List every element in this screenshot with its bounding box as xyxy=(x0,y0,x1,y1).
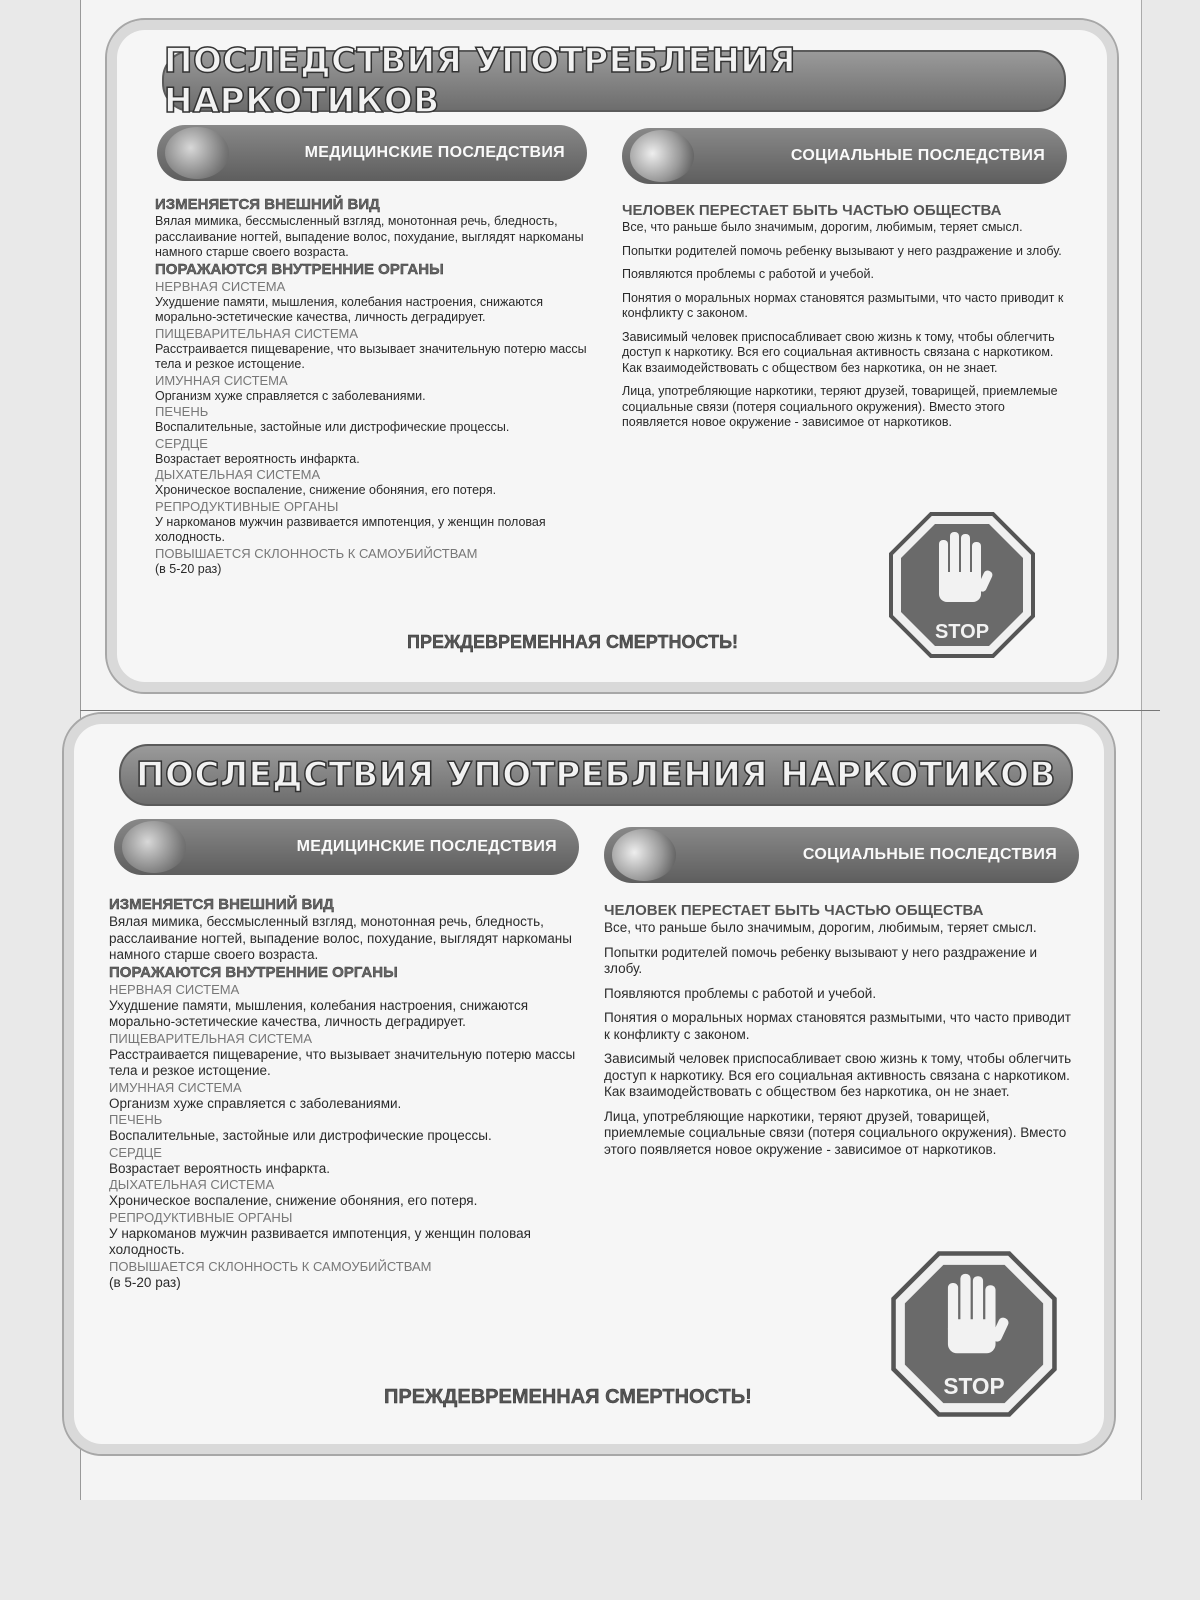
people-icon xyxy=(612,829,676,881)
stop-sign-icon xyxy=(887,510,1037,660)
final-statement: ПРЕЖДЕВРЕМЕННАЯ СМЕРТНОСТЬ! xyxy=(407,632,738,652)
stop-label: STOP xyxy=(943,1373,1005,1400)
system-text: Возрастает вероятность инфаркта. xyxy=(155,451,360,466)
poster-title: ПОСЛЕДСТВИЯ УПОТРЕБЛЕНИЯ НАРКОТИКОВ xyxy=(136,755,1056,795)
stop-label: STOP xyxy=(934,621,990,643)
social-paragraph: Понятия о моральных нормах становятся размытыми, что часто приводит к конфликту с законом. xyxy=(604,1010,1071,1042)
system-name: ПЕЧЕНЬ xyxy=(155,404,209,419)
social-paragraph: Все, что раньше было значимым, дорогим, любимым, теряет смысл. xyxy=(604,920,1037,935)
system-text: Воспалительные, застойные или дистрофические процессы. xyxy=(109,1128,492,1143)
social-banner xyxy=(604,827,1079,883)
poster-title-banner xyxy=(119,744,1073,806)
social-paragraph: Все, что раньше было значимым, дорогим, любимым, теряет смысл. xyxy=(622,220,1023,234)
medical-column xyxy=(155,196,605,577)
system-name: СЕРДЦЕ xyxy=(109,1144,162,1160)
system-name: ПЕЧЕНЬ xyxy=(109,1112,163,1127)
appearance-heading: ИЗМЕНЯЕТСЯ ВНЕШНИЙ ВИД xyxy=(109,896,334,913)
appearance-text: Вялая мимика, бессмысленный взгляд, монотонная речь, бледность, расслаивание ногтей, выпадение волос, похудание, выглядят наркоманы намного старше своего возраста. xyxy=(155,214,584,259)
medical-title: МЕДИЦИНСКИЕ ПОСЛЕДСТВИЯ xyxy=(304,144,565,161)
stop-sign-icon xyxy=(889,1249,1059,1419)
social-paragraph: Зависимый человек приспосабливает свою жизнь к тому, чтобы облегчить доступ к наркотику. Вся его социальная активность связана с наркотиком. Как взаимодействовать с обществом без наркотика, он не знает. xyxy=(604,1051,1072,1099)
social-heading: ЧЕЛОВЕК ПЕРЕСТАЕТ БЫТЬ ЧАСТЬЮ ОБЩЕСТВА xyxy=(622,202,1002,219)
suicide-note: (в 5-20 раз) xyxy=(109,1274,181,1290)
social-column xyxy=(622,202,1067,439)
brain-icon xyxy=(165,127,229,179)
poster-title: ПОСЛЕДСТВИЯ УПОТРЕБЛЕНИЯ НАРКОТИКОВ xyxy=(164,41,796,121)
system-text: Организм хуже справляется с заболеваниями. xyxy=(109,1095,402,1111)
medical-banner xyxy=(157,125,587,181)
organs-heading: ПОРАЖАЮТСЯ ВНУТРЕННИЕ ОРГАНЫ xyxy=(155,260,444,278)
social-column xyxy=(604,902,1074,1166)
appearance-text: Вялая мимика, бессмысленный взгляд, монотонная речь, бледность, расслаивание ногтей, выпадение волос, похудание, выглядят наркоманы намного старше своего возраста. xyxy=(109,914,572,962)
social-paragraph: Лица, употребляющие наркотики, теряют друзей, товарищей, приемлемые социальные связи (потеря социального окружения). Вместо этого появляется новое окружение - зависимое от наркотиков. xyxy=(604,1108,1067,1157)
social-paragraph: Попытки родителей помочь ребенку вызывают у него раздражение и злобу. xyxy=(604,944,1038,976)
social-paragraph: Попытки родителей помочь ребенку вызывают у него раздражение и злобу. xyxy=(622,243,1062,258)
organs-heading: ПОРАЖАЮТСЯ ВНУТРЕННИЕ ОРГАНЫ xyxy=(109,963,398,981)
social-paragraph: Лица, употребляющие наркотики, теряют друзей, товарищей, приемлемые социальные связи (потеря социального окружения). Вместо этого появляется новое окружение - зависимое от наркотиков. xyxy=(622,384,1058,429)
suicide-note: (в 5-20 раз) xyxy=(155,561,222,576)
system-name: РЕПРОДУКТИВНЫЕ ОРГАНЫ xyxy=(155,498,339,514)
system-text: У наркоманов мужчин развивается импотенция, у женщин половая холодность. xyxy=(155,514,546,544)
appearance-heading: ИЗМЕНЯЕТСЯ ВНЕШНИЙ ВИД xyxy=(155,196,380,213)
social-paragraph: Зависимый человек приспосабливает свою жизнь к тому, чтобы облегчить доступ к наркотику. Вся его социальная активность связана с наркотиком. Как взаимодействовать с обществом без наркотика, он не знает. xyxy=(622,329,1055,375)
system-name: ДЫХАТЕЛЬНАЯ СИСТЕМА xyxy=(155,467,321,482)
medical-banner xyxy=(114,819,579,875)
system-text: Расстраивается пищеварение, что вызывает значительную потерю массы тела и резкое истощение. xyxy=(109,1046,576,1078)
poster-title-banner xyxy=(162,41,1066,121)
system-name: СЕРДЦЕ xyxy=(155,435,208,451)
system-text: Хроническое воспаление, снижение обоняния, его потеря. xyxy=(155,483,497,497)
brain-icon xyxy=(122,821,186,873)
system-text: Воспалительные, застойные или дистрофические процессы. xyxy=(155,420,510,434)
system-name: ИМУННАЯ СИСТЕМА xyxy=(155,372,288,388)
final-statement: ПРЕЖДЕВРЕМЕННАЯ СМЕРТНОСТЬ! xyxy=(384,1386,752,1408)
social-heading: ЧЕЛОВЕК ПЕРЕСТАЕТ БЫТЬ ЧАСТЬЮ ОБЩЕСТВА xyxy=(604,902,984,919)
social-paragraph: Понятия о моральных нормах становятся размытыми, что часто приводит к конфликту с законом. xyxy=(622,290,1064,320)
system-name: ПИЩЕВАРИТЕЛЬНАЯ СИСТЕМА xyxy=(155,325,359,341)
cut-line xyxy=(80,710,1160,711)
social-paragraph: Появляются проблемы с работой и учебой. xyxy=(604,985,877,1001)
system-text: У наркоманов мужчин развивается импотенция, у женщин половая холодность. xyxy=(109,1225,531,1257)
poster-bottom xyxy=(62,712,1116,1456)
system-text: Организм хуже справляется с заболеваниями. xyxy=(155,388,426,403)
poster-top xyxy=(105,18,1119,694)
medical-title: МЕДИЦИНСКИЕ ПОСЛЕДСТВИЯ xyxy=(296,838,557,855)
social-banner xyxy=(622,128,1067,184)
social-paragraph: Появляются проблемы с работой и учебой. xyxy=(622,267,874,281)
social-title: СОЦИАЛЬНЫЕ ПОСЛЕДСТВИЯ xyxy=(790,147,1045,164)
system-name: ИМУННАЯ СИСТЕМА xyxy=(109,1079,242,1095)
system-name: ПИЩЕВАРИТЕЛЬНАЯ СИСТЕМА xyxy=(109,1030,313,1046)
suicide-heading: ПОВЫШАЕТСЯ СКЛОННОСТЬ К САМОУБИЙСТВАМ xyxy=(109,1258,432,1274)
system-text: Возрастает вероятность инфаркта. xyxy=(109,1160,331,1176)
system-text: Хроническое воспаление, снижение обоняния, его потеря. xyxy=(109,1193,478,1208)
system-text: Ухудшение памяти, мышления, колебания настроения, снижаются морально-эстетические качества, личность деградирует. xyxy=(109,997,529,1029)
system-text: Расстраивается пищеварение, что вызывает значительную потерю массы тела и резкое истощение. xyxy=(155,341,587,371)
system-name: НЕРВНАЯ СИСТЕМА xyxy=(109,981,240,997)
medical-column xyxy=(109,896,589,1291)
system-name: РЕПРОДУКТИВНЫЕ ОРГАНЫ xyxy=(109,1209,293,1225)
people-icon xyxy=(630,130,694,182)
social-title: СОЦИАЛЬНЫЕ ПОСЛЕДСТВИЯ xyxy=(802,846,1057,863)
suicide-heading: ПОВЫШАЕТСЯ СКЛОННОСТЬ К САМОУБИЙСТВАМ xyxy=(155,545,478,561)
system-name: НЕРВНАЯ СИСТЕМА xyxy=(155,278,286,294)
system-text: Ухудшение памяти, мышления, колебания настроения, снижаются морально-эстетические качества, личность деградирует. xyxy=(155,294,544,324)
system-name: ДЫХАТЕЛЬНАЯ СИСТЕМА xyxy=(109,1177,275,1192)
